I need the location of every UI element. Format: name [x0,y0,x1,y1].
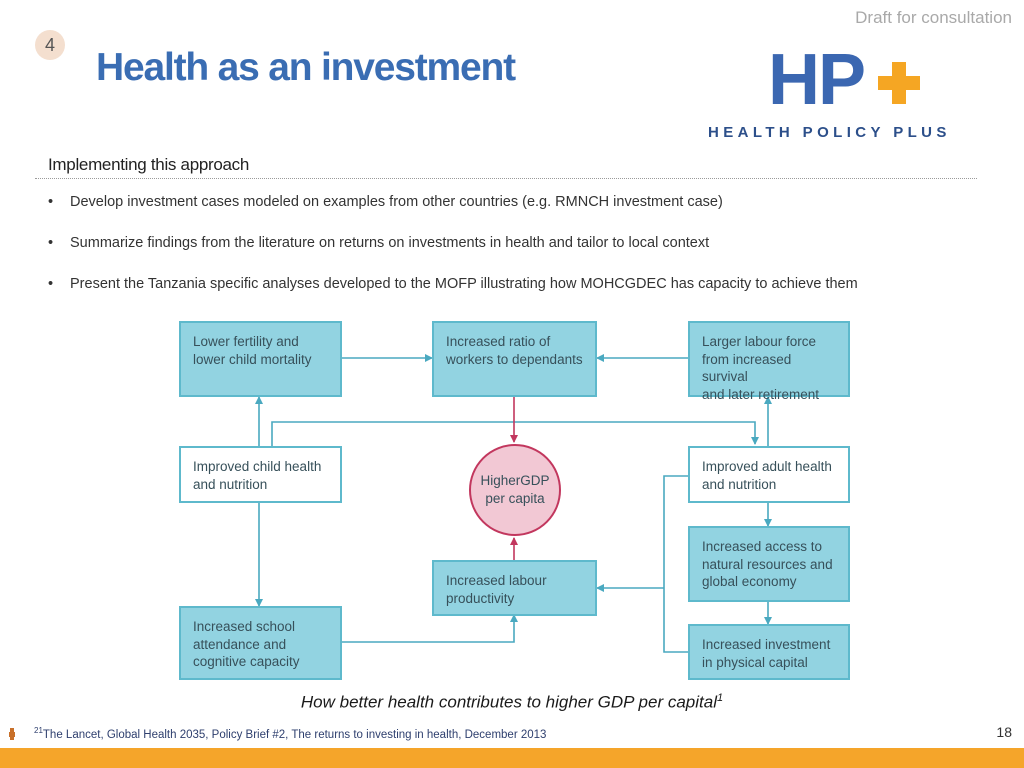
node-adult-health: Improved adult health and nutrition [688,446,850,503]
node-child-health: Improved child health and nutrition [179,446,342,503]
arrow-school-to-productivity [341,615,514,642]
footer-accent-bar [0,748,1024,768]
bullet-dot-icon: • [48,194,54,210]
page-title: Health as an investment [96,46,515,89]
node-school-attendance: Increased school attendance and cognitive capacity [179,606,342,680]
logo-text: HEALTH POLICY PLUS [708,124,951,141]
bullet-dot-icon: • [48,235,54,251]
diagram-caption: How better health contributes to higher GDP per capital$^1$ [300,692,724,712]
logo-mark: HP [768,40,865,120]
node-physical-capital: Increased investment in physical capital [688,624,850,680]
bullet-text: Summarize findings from the literature on returns on investments in health and tailor to local context [70,235,710,251]
page-number: 18 [996,724,1012,740]
node-lower-fertility: Lower fertility and lower child mortality [179,321,342,397]
node-access-resources: Increased access to natural resources and global economy [688,526,850,602]
arrow-branch-to-productivity [597,476,688,652]
bullet-text: Develop investment cases modeled on examples from other countries (e.g. RMNCH investment case) [70,194,723,210]
draft-label: Draft for consultation [855,8,1012,27]
node-gdp-per-capita: HigherGDP per capita [469,444,561,536]
bullet-dot-icon: • [48,276,54,292]
node-ratio-workers: Increased ratio of workers to dependants [432,321,597,397]
footer-figure-icon [8,728,16,740]
node-labour-productivity: Increased labour productivity [432,560,597,616]
bullet-text: Present the Tanzania specific analyses developed to the MOFP illustrating how MOHCGDEC has capacity to achieve them [70,276,858,292]
footnote: $^{21}$The Lancet, Global Health 2035, Policy Brief #2, The returns to investing in health, December 2013 [34,726,547,741]
section-subheading: Implementing this approach [48,155,250,174]
slide-number-badge: 4 [35,30,65,60]
node-larger-labour-force: Larger labour force from increased survival and later retirement [688,321,850,397]
